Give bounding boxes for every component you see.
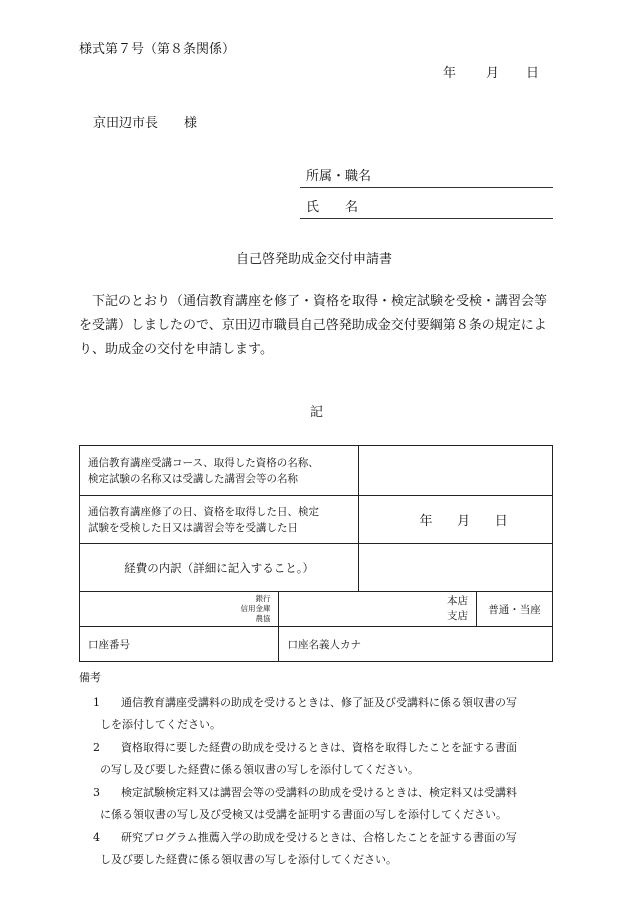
remark-number: 3 <box>93 786 100 799</box>
expense-field[interactable] <box>359 544 553 592</box>
account-type-field[interactable]: 普通・当座 <box>477 592 553 627</box>
account-holder-field[interactable]: 口座名義人カナ <box>279 627 553 662</box>
bank-type-nokyo: 農協 <box>255 614 271 623</box>
qualification-name-label: 通信教育講座受講コース、取得した資格の名称、 検定試験の名称又は受講した講習会等の名称 <box>80 446 359 496</box>
remark-item: 2 資格取得に要した経費の助成を受けるときは、資格を取得したことを証する書面 の写し及び要した経費に係る領収書の写しを添付してください。 <box>79 737 559 781</box>
branch-type-honten: 本店 <box>447 595 469 607</box>
remarks-heading: 備考 <box>79 671 101 684</box>
application-table <box>79 445 553 662</box>
document-title: 自己啓発助成金交付申請書 <box>236 252 393 267</box>
name-underline <box>300 218 553 219</box>
bank-row <box>80 592 553 627</box>
qualification-name-field[interactable] <box>359 446 553 496</box>
ki-label: 記 <box>310 405 324 420</box>
bank-type-shinkin: 信用金庫 <box>240 604 271 613</box>
remark-number: 1 <box>93 696 100 709</box>
completion-date-field[interactable] <box>359 496 553 544</box>
application-body <box>79 290 557 362</box>
bank-name-field[interactable] <box>80 592 279 627</box>
remark-item: 1 通信教育講座受講料の助成を受けるときは、修了証及び受講料に係る領収書の写 しを添付してください。 <box>79 692 559 736</box>
completion-date-label: 通信教育講座修了の日、資格を取得した日、検定 試験を受検した日又は講習会等を受講した日 <box>80 496 359 544</box>
completion-day-label: 日 <box>494 514 508 529</box>
expense-label: 経費の内訳（詳細に記入すること。） <box>80 544 359 592</box>
remark-number: 4 <box>93 831 100 844</box>
application-body-text: 下記のとおり（通信教育講座を修了・資格を取得・検定試験を受検・講習会等を受講）しましたので、京田辺市職員自己啓発助成金交付要綱第８条の規定により、助成金の交付を申請します。 <box>79 294 548 357</box>
affiliation-underline <box>300 187 553 188</box>
completion-month-label: 月 <box>457 514 471 529</box>
form-number: 様式第７号（第８条関係） <box>79 42 236 57</box>
name-label: 氏 名 <box>306 200 359 215</box>
completion-date-row <box>80 496 553 544</box>
remarks-section <box>79 668 559 872</box>
bank-type-ginko: 銀行 <box>255 594 271 603</box>
remark-item: 3 検定試験検定料又は講習会等の受講料の助成を受けるときは、検定料又は受講料 に係る領収書の写し及び受検又は受講を証明する書面の写しを添付してください。 <box>79 782 559 826</box>
remark-item: 4 研究プログラム推薦入学の助成を受けるときは、合格したことを証する書面の写 し及び要した経費に係る領収書の写しを添付してください。 <box>79 827 559 871</box>
account-number-field[interactable]: 口座番号 <box>80 627 279 662</box>
completion-year-label: 年 <box>419 514 433 529</box>
account-row <box>80 627 553 662</box>
addressee: 京田辺市長 様 <box>93 116 198 131</box>
affiliation-label: 所属・職名 <box>306 169 372 184</box>
date-year-label: 年 <box>443 66 457 81</box>
remark-number: 2 <box>93 741 100 754</box>
branch-name-field[interactable] <box>279 592 477 627</box>
expense-row <box>80 544 553 592</box>
date-month-label: 月 <box>486 66 500 81</box>
qualification-name-row <box>80 446 553 496</box>
date-day-label: 日 <box>526 66 540 81</box>
branch-type-shiten: 支店 <box>447 610 469 622</box>
